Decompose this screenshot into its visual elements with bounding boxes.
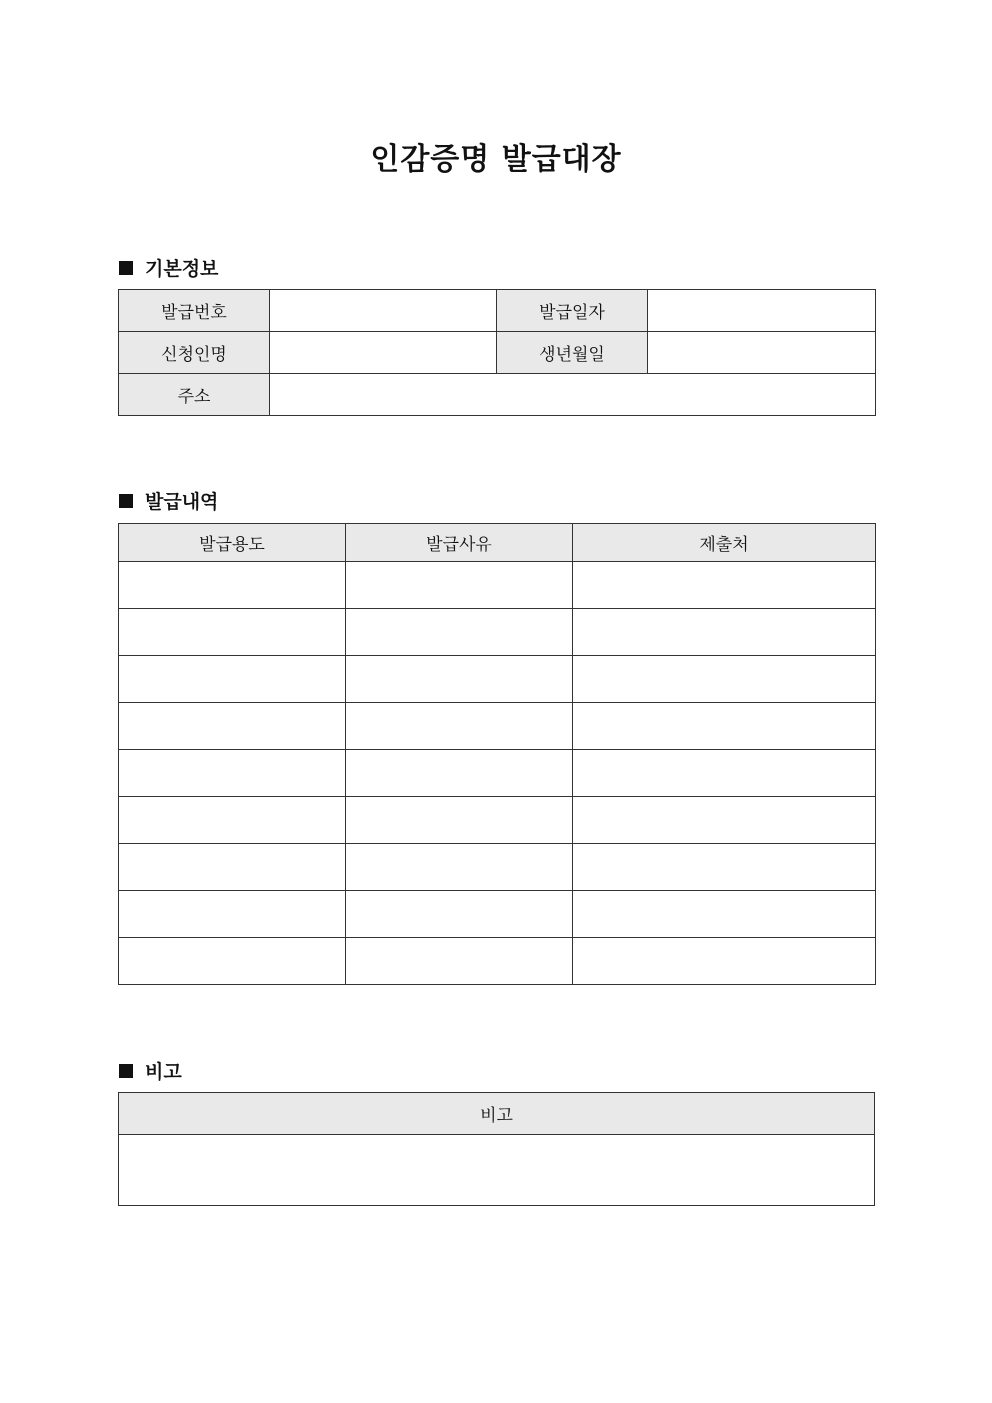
table-row — [119, 797, 876, 844]
issuance-header-row — [119, 524, 876, 562]
recipient-cell[interactable] — [573, 750, 876, 797]
column-header-reason: 발급사유 — [346, 524, 573, 562]
reason-cell[interactable] — [346, 938, 573, 985]
remarks-body-row — [119, 1135, 875, 1206]
purpose-cell[interactable] — [119, 797, 346, 844]
section-heading-remarks-label: 비고 — [145, 1061, 182, 1083]
recipient-cell[interactable] — [573, 703, 876, 750]
basic-info-table — [118, 289, 876, 416]
recipient-cell[interactable] — [573, 938, 876, 985]
applicant-label: 신청인명 — [119, 332, 270, 374]
recipient-cell[interactable] — [573, 844, 876, 891]
section-heading-remarks — [119, 1057, 182, 1084]
table-row — [119, 938, 876, 985]
recipient-cell[interactable] — [573, 891, 876, 938]
birth-date-field[interactable] — [648, 332, 876, 374]
section-heading-basic-label: 기본정보 — [145, 258, 219, 280]
table-row — [119, 750, 876, 797]
purpose-cell[interactable] — [119, 750, 346, 797]
square-bullet-icon — [119, 1064, 133, 1078]
table-row — [119, 609, 876, 656]
reason-cell[interactable] — [346, 844, 573, 891]
reason-cell[interactable] — [346, 562, 573, 609]
reason-cell[interactable] — [346, 703, 573, 750]
section-heading-basic — [119, 254, 218, 281]
remarks-column-header: 비고 — [119, 1093, 875, 1135]
purpose-cell[interactable] — [119, 938, 346, 985]
reason-cell[interactable] — [346, 609, 573, 656]
reason-cell[interactable] — [346, 797, 573, 844]
remarks-header-row — [119, 1093, 875, 1135]
issue-no-label: 발급번호 — [119, 290, 270, 332]
applicant-field[interactable] — [270, 332, 497, 374]
column-header-purpose: 발급용도 — [119, 524, 346, 562]
reason-cell[interactable] — [346, 750, 573, 797]
purpose-cell[interactable] — [119, 844, 346, 891]
remarks-field[interactable] — [119, 1135, 875, 1206]
section-heading-issuance-label: 발급내역 — [145, 491, 219, 513]
reason-cell[interactable] — [346, 891, 573, 938]
issue-date-label: 발급일자 — [497, 290, 648, 332]
table-row — [119, 562, 876, 609]
purpose-cell[interactable] — [119, 562, 346, 609]
recipient-cell[interactable] — [573, 562, 876, 609]
table-row — [119, 844, 876, 891]
recipient-cell[interactable] — [573, 797, 876, 844]
recipient-cell[interactable] — [573, 656, 876, 703]
address-label: 주소 — [119, 374, 270, 416]
purpose-cell[interactable] — [119, 609, 346, 656]
birth-date-label: 생년월일 — [497, 332, 648, 374]
purpose-cell[interactable] — [119, 891, 346, 938]
issue-no-field[interactable] — [270, 290, 497, 332]
basic-row-2 — [119, 332, 876, 374]
table-row — [119, 891, 876, 938]
square-bullet-icon — [119, 261, 133, 275]
purpose-cell[interactable] — [119, 703, 346, 750]
table-row — [119, 703, 876, 750]
basic-row-1 — [119, 290, 876, 332]
basic-row-3 — [119, 374, 876, 416]
table-row — [119, 656, 876, 703]
recipient-cell[interactable] — [573, 609, 876, 656]
column-header-recipient: 제출처 — [573, 524, 876, 562]
square-bullet-icon — [119, 494, 133, 508]
reason-cell[interactable] — [346, 656, 573, 703]
address-field[interactable] — [270, 374, 876, 416]
issue-date-field[interactable] — [648, 290, 876, 332]
document-title: 인감증명 발급대장 — [370, 142, 622, 177]
purpose-cell[interactable] — [119, 656, 346, 703]
section-heading-issuance — [119, 487, 218, 514]
remarks-table — [118, 1092, 875, 1206]
issuance-table — [118, 523, 876, 985]
